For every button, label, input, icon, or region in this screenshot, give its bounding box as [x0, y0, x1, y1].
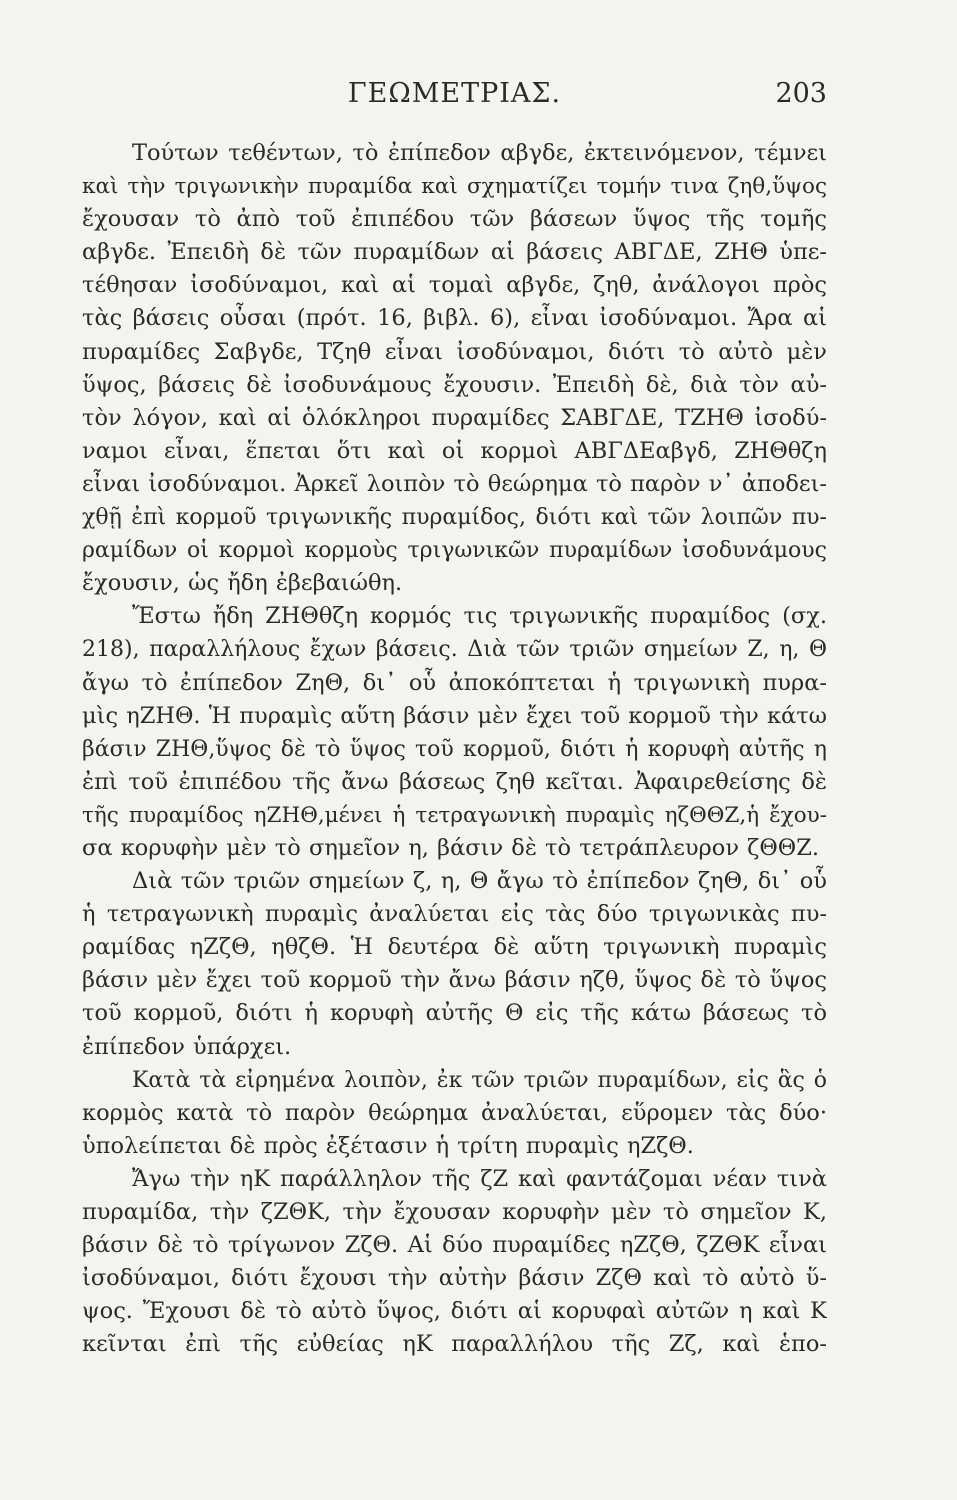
- text-line: εἶναι ἰσοδύναμοι. Ἀρκεῖ λοιπὸν τὸ θεώρημα τὸ παρὸν ν᾽ ἀποδει-: [82, 470, 827, 497]
- text-line: βάσιν δὲ τὸ τρίγωνον ΖζΘ. Αἱ δύο πυραμίδες ηΖζΘ, ζΖΘΚ εἶναι: [82, 1232, 827, 1259]
- page-number: 203: [775, 78, 827, 109]
- text-line: κορμὸς κατὰ τὸ παρὸν θεώρημα ἀναλύεται, εὕρομεν τὰς δύο·: [82, 1099, 827, 1126]
- running-title: ΓΕΩΜΕΤΡΙΑΣ.: [347, 78, 562, 109]
- text-line: ψος. Ἔχουσι δὲ τὸ αὐτὸ ὕψος, διότι αἱ κορυφαὶ αὐτῶν η καὶ Κ: [82, 1298, 827, 1325]
- text-line: ναμοι εἶναι, ἕπεται ὅτι καὶ οἱ κορμοὶ ΑΒΓΔΕαβγδ, ΖΗΘθζη: [82, 437, 827, 464]
- text-line: ραμίδας ηΖζΘ, ηθζΘ. Ἡ δευτέρα δὲ αὕτη τριγωνικὴ πυραμὶς: [82, 934, 827, 961]
- text-line: μὶς ηΖΗΘ. Ἡ πυραμὶς αὕτη βάσιν μὲν ἔχει τοῦ κορμοῦ τὴν κάτω: [82, 702, 827, 729]
- text-line: σα κορυφὴν μὲν τὸ σημεῖον η, βάσιν δὲ τὸ τετράπλευρον ζΘΘΖ.: [82, 834, 820, 861]
- text-line: τέθησαν ἰσοδύναμοι, καὶ αἱ τομαὶ αβγδε, ζηθ, ἀνάλογοι πρὸς: [82, 272, 827, 299]
- text-line: ἡ τετραγωνικὴ πυραμὶς ἀναλύεται εἰς τὰς δύο τριγωνικὰς πυ-: [82, 901, 827, 928]
- text-line: ὕψος, βάσεις δὲ ἰσοδυνάμους ἔχουσιν. Ἐπειδὴ δὲ, διὰ τὸν αὐ-: [82, 371, 827, 398]
- text-line: ραμίδων οἱ κορμοὶ κορμοὺς τριγωνικῶν πυραμίδων ἰσοδυνάμους: [82, 538, 827, 564]
- text-line: 218), παραλλήλους ἔχων βάσεις. Διὰ τῶν τριῶν σημείων Ζ, η, Θ: [82, 637, 827, 663]
- text-line: Διὰ τῶν τριῶν σημείων ζ, η, Θ ἄγω τὸ ἐπίπεδον ζηΘ, δι᾽ οὗ: [132, 868, 827, 895]
- text-line: Κατὰ τὰ εἰρημένα λοιπὸν, ἐκ τῶν τριῶν πυραμίδων, εἰς ἃς ὁ: [132, 1067, 827, 1093]
- text-line: ἄγω τὸ ἐπίπεδον ΖηΘ, δι᾽ οὗ ἀποκόπτεται ἡ τριγωνικὴ πυρα-: [82, 669, 827, 696]
- text-line: ἰσοδύναμοι, διότι ἔχουσι τὴν αὐτὴν βάσιν ΖζΘ καὶ τὸ αὐτὸ ὕ-: [82, 1265, 827, 1292]
- text-line: ἔχουσιν, ὡς ἤδη ἐβεβαιώθη.: [82, 570, 403, 597]
- text-line: κεῖνται ἐπὶ τῆς εὐθείας ηΚ παραλλήλου τῆς Ζζ, καὶ ἑπο-: [82, 1331, 827, 1358]
- text-line: ἐπίπεδον ὑπάρχει.: [82, 1033, 292, 1060]
- text-line: βάσιν ΖΗΘ,ὕψος δὲ τὸ ὕψος τοῦ κορμοῦ, διότι ἡ κορυφὴ αὐτῆς η: [82, 736, 827, 762]
- text-line: ἐπὶ τοῦ ἐπιπέδου τῆς ἄνω βάσεως ζηθ κεῖται. Ἀφαιρεθείσης δὲ: [82, 768, 827, 795]
- text-line: καὶ τὴν τριγωνικὴν πυραμίδα καὶ σχηματίζει τομήν τινα ζηθ,ὕψος: [82, 174, 827, 200]
- text-line: αβγδε. Ἐπειδὴ δὲ τῶν πυραμίδων αἱ βάσεις ΑΒΓΔΕ, ΖΗΘ ὑπε-: [82, 239, 827, 266]
- text-line: τὸν λόγον, καὶ αἱ ὁλόκληροι πυραμίδες ΣΑΒΓΔΕ, ΤΖΗΘ ἰσοδύ-: [82, 404, 827, 431]
- page-header: [82, 78, 827, 118]
- text-line: πυραμίδες Σαβγδε, Τζηθ εἶναι ἰσοδύναμοι, διότι τὸ αὐτὸ μὲν: [82, 338, 827, 365]
- text-line: χθῇ ἐπὶ κορμοῦ τριγωνικῆς πυραμίδος, διότι καὶ τῶν λοιπῶν πυ-: [82, 505, 827, 531]
- text-line: τῆς πυραμίδος ηΖΗΘ,μένει ἡ τετραγωνικὴ πυραμὶς ηζΘΘΖ,ἡ ἔχου-: [82, 802, 827, 828]
- text-line: τοῦ κορμοῦ, διότι ἡ κορυφὴ αὐτῆς Θ εἰς τῆς κάτω βάσεως τὸ: [82, 1000, 827, 1027]
- text-line: τὰς βάσεις οὖσαι (πρότ. 16, βιβλ. 6), εἶναι ἰσοδύναμοι. Ἄρα αἱ: [82, 305, 827, 332]
- text-line: βάσιν μὲν ἔχει τοῦ κορμοῦ τὴν ἄνω βάσιν ηζθ, ὕψος δὲ τὸ ὕψος: [82, 967, 827, 994]
- text-line: Τούτων τεθέντων, τὸ ἐπίπεδον αβγδε, ἐκτεινόμενον, τέμνει: [132, 140, 827, 166]
- text-line: Ἄγω τὴν ηΚ παράλληλον τῆς ζΖ καὶ φαντάζομαι νέαν τινὰ: [132, 1165, 827, 1192]
- text-line: Ἔστω ἤδη ΖΗΘθζη κορμός τις τριγωνικῆς πυραμίδος (σχ.: [132, 603, 827, 630]
- text-line: πυραμίδα, τὴν ζΖΘΚ, τὴν ἔχουσαν κορυφὴν μὲν τὸ σημεῖον Κ,: [82, 1199, 827, 1225]
- text-body: [82, 137, 827, 1361]
- text-line: ἔχουσαν τὸ ἀπὸ τοῦ ἐπιπέδου τῶν βάσεων ὕψος τῆς τομῆς: [82, 206, 827, 233]
- text-line: ὑπολείπεται δὲ πρὸς ἐξέτασιν ἡ τρίτη πυραμὶς ηΖζΘ.: [82, 1132, 694, 1159]
